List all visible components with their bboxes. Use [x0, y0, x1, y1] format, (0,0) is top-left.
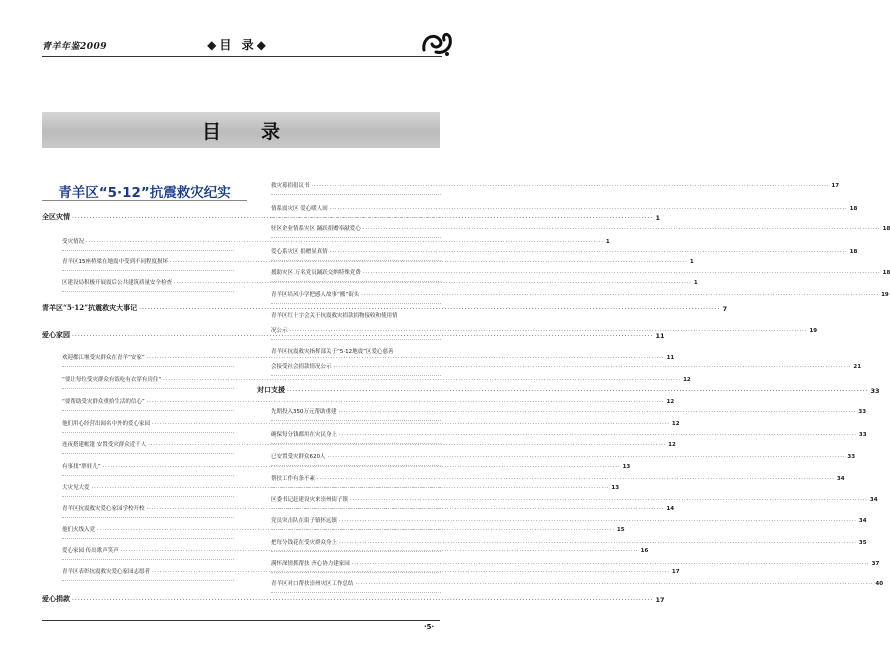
toc-leader-dots: ········································································································································································································: [152, 421, 670, 427]
toc-section-entry: [42, 212, 660, 222]
toc-leader-dots: ········································································································································································································: [362, 226, 881, 232]
toc-entry: [62, 546, 649, 554]
toc-page-number: 11: [655, 332, 665, 340]
toc-entry-title: 爱心家园 传出歌声笑声: [62, 548, 119, 554]
toc-leader-dots: ········································································································································································································: [327, 454, 846, 460]
toc-leader-dots: ········································································································································································································: [152, 569, 670, 575]
toc-entry-title: 确保每分钱都用在灾民身上: [271, 432, 338, 438]
toc-page-number: 21: [853, 364, 862, 370]
toc-leader-dots: ········································································································································································································: [350, 497, 868, 503]
toc-separator: [62, 475, 234, 476]
toc-entry-title: 区委书记赶建设灾来崇州街子镇: [271, 497, 349, 503]
toc-page-number: 18: [849, 206, 858, 212]
toc-separator: [62, 388, 234, 389]
toc-entry-title: 青羊区抗震救灾指挥部关于“5·12地震”区爱心慈善: [271, 349, 394, 355]
toc-entry: [271, 247, 858, 255]
banner-title: 目录: [201, 121, 320, 143]
toc-page-number: 15: [616, 527, 625, 533]
toc-page-number: 33: [847, 454, 856, 460]
toc-entry-title: 满怀深情抓帮扶 齐心协力建家园: [271, 561, 350, 567]
toc-entry: [271, 326, 818, 334]
toc-separator: [271, 551, 441, 552]
toc-separator: [62, 580, 234, 581]
toc-entry-title: 情系震灾区 爱心暖人间: [271, 206, 328, 212]
toc-entry-title: 党员突击队在街子镇怀远镇: [271, 518, 338, 524]
toc-page-number: 34: [836, 476, 845, 482]
toc-entry: [62, 353, 675, 361]
toc-entry-title: 青羊区“5·12”抗震救灾大事记: [42, 303, 138, 312]
toc-separator: [62, 366, 234, 367]
toc-page-number: 35: [858, 540, 867, 546]
toc-entry: [62, 375, 691, 383]
toc-separator: [62, 538, 234, 539]
toc-entry-title: 青羊区抗震救灾爱心家园学校开校: [62, 506, 145, 512]
toc-section-entry: [257, 385, 880, 395]
toc-separator: [271, 237, 441, 238]
toc-page-number: 12: [671, 421, 680, 427]
toc-entry-title: 对口支援: [257, 385, 285, 394]
toc-separator: [271, 487, 441, 488]
toc-entry-title: 他们用心经营出闻名中外的爱心家园: [62, 421, 151, 427]
toc-leader-dots: ········································································································································································································: [355, 581, 874, 587]
toc-entry: [271, 204, 858, 212]
toc-separator: [62, 453, 234, 454]
page-number: ·5·: [424, 623, 435, 631]
toc-page-number: 33: [858, 432, 867, 438]
toc-leader-dots: ········································································································································································································: [333, 364, 852, 370]
toc-separator: [62, 410, 234, 411]
toc-leader-dots: ········································································································································································································: [317, 476, 835, 482]
toc-entry-title: 青羊区对口帮扶崇州灾区工作总结: [271, 581, 354, 587]
yearbook-logo-icon: [420, 28, 454, 58]
toc-page-number: 17: [655, 596, 665, 604]
toc-leader-dots: ········································································································································································································: [120, 548, 639, 554]
toc-page-number: 1: [693, 280, 698, 286]
toc-entry-title: “要帮助受灾群众重拾生活的信心”: [62, 399, 145, 405]
toc-entry-title: 援助灾区 万名党员踊跃交纳特殊党费: [271, 270, 361, 276]
toc-leader-dots: ········································································································································································································: [72, 215, 654, 222]
toc-leader-dots: ········································································································································································································: [311, 183, 830, 189]
header-running-title: 青羊年鉴2009: [42, 42, 108, 52]
toc-page-number: 17: [671, 569, 680, 575]
toc-leader-dots: ········································································································································································································: [102, 464, 621, 470]
toc-separator: [271, 375, 441, 376]
toc-entry: [62, 278, 698, 286]
toc-entry-title: 救灾募捐倡议书: [271, 183, 310, 189]
toc-separator: [271, 303, 441, 304]
toc-separator: [271, 592, 441, 593]
toc-page-number: 18: [882, 270, 890, 276]
toc-separator: [271, 339, 441, 340]
toc-leader-dots: ········································································································································································································: [361, 292, 880, 298]
toc-entry: [271, 495, 878, 503]
toc-entry-title: “要让每位受灾群众有饭吃有衣穿有房住”: [62, 377, 162, 383]
toc-entry-title: 青羊区培风小学把感人故事“搬”街头: [271, 292, 360, 298]
toc-separator: [62, 496, 234, 497]
toc-leader-dots: ········································································································································································································: [163, 377, 682, 383]
toc-entry: [271, 474, 845, 482]
toc-entry-title: 爱心系灾区 捐赠显真情: [271, 249, 328, 255]
toc-leader-dots: ········································································································································································································: [146, 506, 665, 512]
toc-separator: [271, 529, 441, 530]
toc-page-number: 37: [871, 561, 880, 567]
toc-leader-dots: ········································································································································································································: [362, 270, 881, 276]
toc-separator: [62, 432, 234, 433]
footer-rule: [42, 620, 440, 621]
toc-page-number: 40: [875, 581, 884, 587]
toc-leader-dots: ········································································································································································································: [287, 388, 869, 395]
toc-page-number: 12: [666, 399, 675, 405]
toc-entry: [62, 257, 694, 265]
toc-separator: [62, 250, 234, 251]
toc-page-number: 17: [831, 183, 840, 189]
toc-entry: [271, 362, 862, 370]
toc-leader-dots: ········································································································································································································: [170, 259, 688, 265]
toc-entry: [62, 237, 610, 245]
toc-page-number: 1: [605, 239, 610, 245]
toc-entry: [271, 311, 441, 319]
toc-separator: [271, 465, 441, 466]
toc-entry: [271, 268, 890, 276]
toc-page-number: 18: [882, 226, 890, 232]
toc-page-number: 14: [666, 506, 675, 512]
toc-entry-title: 青羊区表彰抗震救灾爱心家园志愿者: [62, 569, 151, 575]
toc-entry: [271, 559, 880, 567]
toc-page-number: 19: [881, 292, 889, 298]
toc-entry-title: 区建设局积极开展震后公共建筑质量安全检查: [62, 280, 173, 286]
title-banner: [42, 112, 440, 148]
toc-leader-dots: ········································································································································································································: [97, 527, 615, 533]
toc-leader-dots: ········································································································································································································: [289, 328, 808, 334]
toc-leader-dots: ········································································································································································································: [338, 409, 857, 415]
header-section-title: ◆目 录◆: [207, 38, 269, 52]
toc-entry: [62, 419, 680, 427]
toc-entry: [271, 516, 867, 524]
toc-page-number: 11: [666, 355, 675, 361]
toc-entry-title: 驻区企业情系灾区 踊跃捐赠奉献爱心: [271, 226, 361, 232]
toc-entry: [271, 452, 856, 460]
toc-page-number: 1: [689, 259, 694, 265]
toc-entry: [271, 579, 884, 587]
toc-leader-dots: ········································································································································································································: [146, 355, 665, 361]
toc-entry-title: 连夜搭建帐篷 安置受灾群众近千人: [62, 442, 147, 448]
toc-separator: [271, 281, 441, 282]
toc-entry-title: 青羊区红十字会关于抗震救灾捐款捐物接收和使用情: [271, 313, 398, 319]
toc-page-number: 34: [869, 497, 878, 503]
toc-entry: [271, 224, 890, 232]
toc-entry: [271, 347, 441, 355]
toc-leader-dots: ········································································································································································································: [72, 333, 654, 340]
toc-section-entry: [42, 303, 728, 313]
toc-page-number: 33: [858, 409, 867, 415]
toc-page-number: 1: [655, 214, 660, 222]
toc-entry-title: 爱心家园: [42, 330, 70, 339]
toc-entry: [62, 397, 675, 405]
toc-separator: [271, 260, 441, 261]
toc-leader-dots: ········································································································································································································: [339, 540, 857, 546]
main-title-rule: [42, 200, 247, 201]
toc-entry-title: 已安置受灾群众620人: [271, 454, 326, 460]
toc-separator: [62, 559, 234, 560]
toc-entry-title: 大灾见大爱: [62, 485, 90, 491]
toc-leader-dots: ········································································································································································································: [72, 597, 654, 604]
toc-page-number: 7: [722, 305, 728, 313]
toc-leader-dots: ········································································································································································································: [148, 442, 667, 448]
toc-entry-title: 有事找“胖娃儿”: [62, 464, 101, 470]
toc-leader-dots: ········································································································································································································: [329, 206, 848, 212]
toc-entry-title: 青羊区15座桥梁在地震中受到不同程度损坏: [62, 259, 168, 265]
toc-leader-dots: ········································································································································································································: [339, 518, 857, 524]
toc-page-number: 18: [849, 249, 858, 255]
toc-entry: [62, 440, 676, 448]
toc-separator: [271, 420, 441, 421]
toc-leader-dots: ········································································································································································································: [174, 280, 692, 286]
toc-section-entry: [42, 594, 665, 604]
toc-separator: [271, 217, 441, 218]
toc-page-number: 34: [858, 518, 867, 524]
toc-entry-title: 先期投入350万元帮助重建: [271, 409, 337, 415]
toc-entry-title: 爱心捐款: [42, 594, 70, 603]
toc-separator: [271, 508, 441, 509]
toc-entry-title: 帮扶工作有条不紊: [271, 476, 316, 482]
toc-separator: [271, 443, 441, 444]
toc-entry: [62, 504, 675, 512]
toc-entry: [271, 407, 867, 415]
toc-page-number: 13: [622, 464, 631, 470]
toc-entry-title: 全区灾情: [42, 212, 70, 221]
toc-page-number: 13: [611, 485, 620, 491]
toc-page-number: 12: [683, 377, 691, 383]
toc-separator: [62, 291, 234, 292]
toc-page-number: 19: [809, 328, 818, 334]
toc-entry: [62, 567, 680, 575]
toc-entry-title: 他们火线入党: [62, 527, 96, 533]
main-title: 青羊区“5·12”抗震救灾纪实: [58, 185, 231, 201]
toc-leader-dots: ········································································································································································································: [351, 561, 870, 567]
toc-entry: [62, 483, 620, 491]
toc-entry: [271, 538, 867, 546]
toc-entry-title: 把每分钱花在受灾群众身上: [271, 540, 338, 546]
toc-entry: [62, 462, 631, 470]
toc-entry-title: 况公示: [271, 328, 288, 334]
toc-page-number: 33: [870, 387, 880, 395]
toc-leader-dots: ········································································································································································································: [86, 239, 604, 245]
toc-entry-title: 会接受社会捐款情况公示: [271, 364, 332, 370]
toc-entry: [271, 430, 867, 438]
toc-entry: [271, 181, 840, 189]
toc-leader-dots: ········································································································································································································: [146, 399, 665, 405]
toc-separator: [271, 194, 441, 195]
toc-leader-dots: ········································································································································································································: [91, 485, 610, 491]
toc-entry: [62, 525, 625, 533]
toc-page-number: 12: [668, 442, 676, 448]
toc-separator: [271, 572, 441, 573]
toc-leader-dots: ········································································································································································································: [139, 306, 721, 313]
toc-entry-title: 受灾情况: [62, 239, 85, 245]
toc-separator: [62, 517, 234, 518]
toc-separator: [62, 270, 234, 271]
toc-page-number: 16: [640, 548, 649, 554]
toc-leader-dots: ········································································································································································································: [339, 432, 857, 438]
toc-leader-dots: ········································································································································································································: [329, 249, 848, 255]
toc-entry: [271, 290, 889, 298]
toc-entry-title: 欢迎都江堰受灾群众在青羊“安家”: [62, 355, 145, 361]
header-rule: [42, 56, 442, 57]
